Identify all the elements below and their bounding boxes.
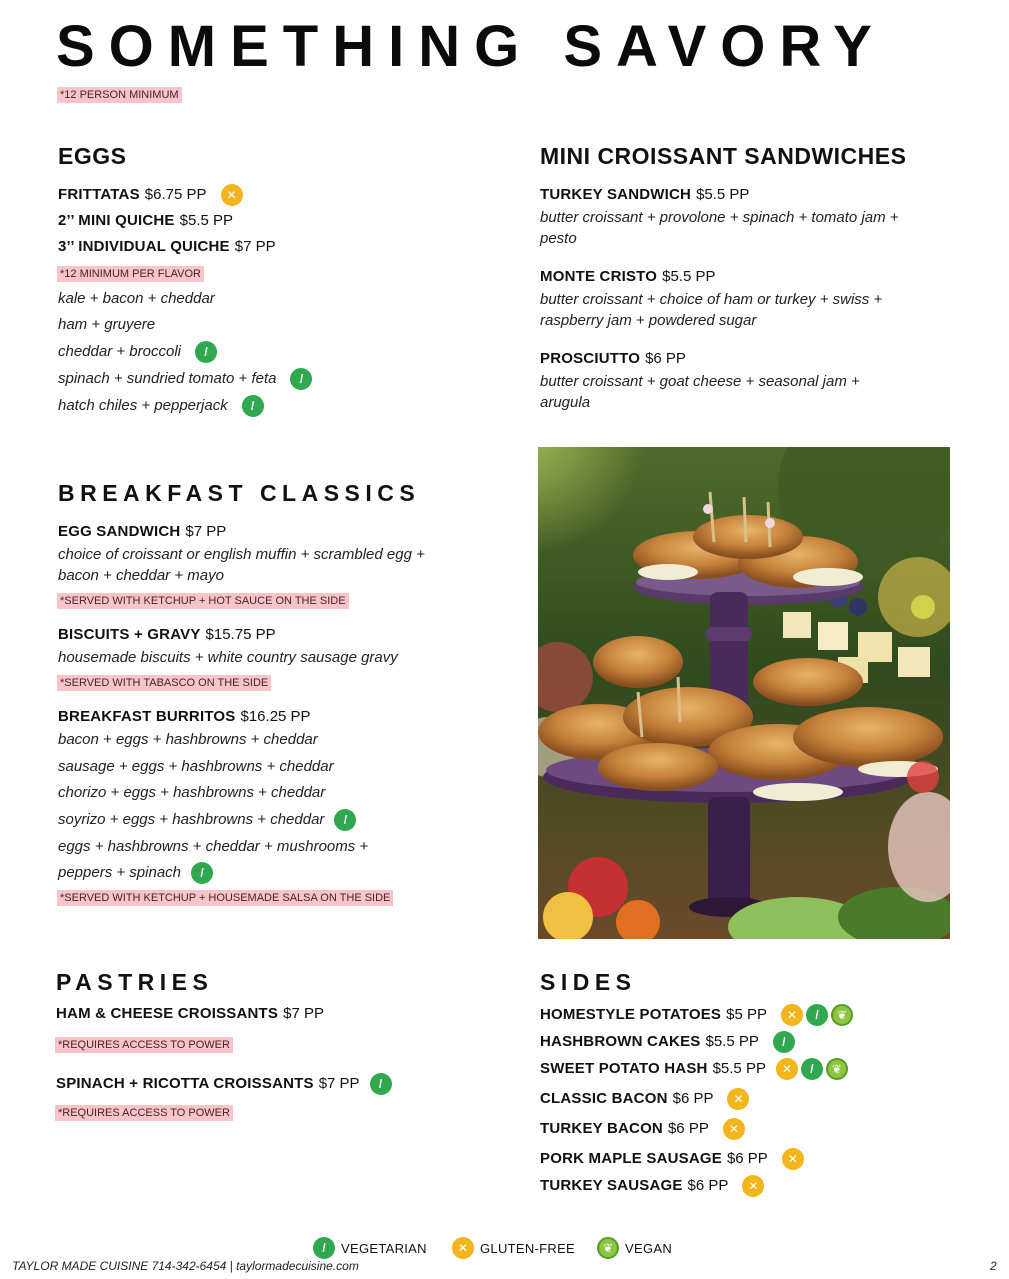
legend-vegetarian [313, 1237, 427, 1259]
carrot-icon: / [806, 1004, 828, 1026]
item-name: BISCUITS + GRAVY [58, 626, 201, 643]
item-price: $6 PP [645, 350, 686, 367]
item-description: choice of croissant or english muffin + scrambled egg + bacon + cheddar + mayo [58, 546, 425, 584]
wheat-crossed-icon: ✕ [742, 1175, 764, 1197]
item-name: FRITTATAS [58, 186, 140, 203]
wheat-crossed-icon: ✕ [781, 1004, 803, 1026]
item-name: SPINACH + RICOTTA CROISSANTS [56, 1075, 314, 1092]
menu-item [58, 707, 311, 727]
item-description: butter croissant + choice of ham or turkey + swiss + raspberry jam + powdered sugar [540, 291, 883, 329]
item-price: $6 PP [687, 1177, 729, 1194]
legend-vegan [597, 1237, 672, 1259]
burrito-text: eggs + hashbrowns + cheddar + mushrooms + [58, 838, 369, 855]
minimum-note: *12 PERSON MINIMUM [57, 87, 182, 103]
carrot-icon: / [290, 368, 312, 390]
menu-item [540, 1148, 804, 1170]
flavor-line [58, 341, 217, 363]
menu-item [56, 1004, 324, 1024]
burrito-text: bacon + eggs + hashbrowns + cheddar [58, 731, 318, 748]
wheat-crossed-icon: ✕ [727, 1088, 749, 1110]
burrito-text: peppers + spinach [58, 864, 182, 881]
pastries-heading: PASTRIES [56, 969, 214, 995]
wheat-crossed-icon: ✕ [452, 1237, 474, 1259]
item-name: BREAKFAST BURRITOS [58, 708, 236, 725]
sides-heading: SIDES [540, 969, 637, 995]
croissant-tower-photo [538, 447, 950, 939]
menu-item [58, 184, 243, 206]
leaf-icon: ❦ [597, 1237, 619, 1259]
leaf-icon: ❦ [826, 1058, 848, 1080]
breakfast-classics-heading: BREAKFAST CLASSICS [58, 480, 421, 506]
item-price: $5 PP [726, 1006, 767, 1023]
item-name: 2’’ MINI QUICHE [58, 212, 175, 229]
item-price: $7 PP [185, 523, 227, 540]
legend-label: GLUTEN-FREE [480, 1240, 576, 1256]
item-price: $16.25 PP [240, 708, 311, 725]
flavor-text: cheddar + broccoli [58, 343, 181, 360]
flavor-text: kale + bacon + cheddar [58, 290, 215, 307]
burrito-line [58, 862, 213, 884]
item-name: TURKEY BACON [540, 1120, 663, 1137]
flavor-text: spinach + sundried tomato + feta [58, 370, 277, 387]
burrito-text: chorizo + eggs + hashbrowns + cheddar [58, 784, 326, 801]
item-price: $5.5 PP [179, 212, 234, 229]
flavor-line [58, 395, 264, 417]
legend-label: VEGAN [625, 1240, 673, 1256]
item-price: $7 PP [283, 1005, 324, 1022]
carrot-icon: / [370, 1073, 392, 1095]
item-price: $15.75 PP [205, 626, 276, 643]
carrot-icon: / [801, 1058, 823, 1080]
burrito-line [58, 837, 368, 857]
menu-item [58, 237, 276, 257]
flavor-line [58, 315, 155, 335]
item-name: TURKEY SANDWICH [540, 186, 692, 203]
carrot-icon: / [242, 395, 264, 417]
item-name: HAM & CHEESE CROISSANTS [56, 1005, 279, 1022]
menu-item [58, 625, 276, 645]
carrot-icon: / [313, 1237, 335, 1259]
item-price: $7 PP [234, 238, 276, 255]
item-name: SWEET POTATO HASH [540, 1060, 708, 1077]
flavor-text: hatch chiles + pepperjack [58, 397, 228, 414]
power-note: *REQUIRES ACCESS TO POWER [55, 1037, 233, 1053]
item-price: $5.5 PP [705, 1033, 759, 1050]
flavor-line [58, 289, 215, 309]
item-name: PROSCIUTTO [540, 350, 641, 367]
item-price: $5.5 PP [662, 268, 716, 285]
flavor-text: ham + gruyere [58, 316, 156, 333]
flavor-note: *12 MINIMUM PER FLAVOR [57, 266, 204, 282]
menu-item [540, 1058, 848, 1080]
burrito-text: soyrizo + eggs + hashbrowns + cheddar [58, 811, 325, 828]
wheat-crossed-icon: ✕ [782, 1148, 804, 1170]
item-name: HOMESTYLE POTATOES [540, 1006, 722, 1023]
menu-item [540, 1088, 749, 1110]
item-price: $6 PP [726, 1150, 768, 1167]
burrito-line [58, 730, 318, 750]
item-price: $6.75 PP [144, 186, 207, 203]
flavor-line [58, 368, 312, 390]
item-description: housemade biscuits + white country sausage gravy [58, 649, 398, 666]
item-name: PORK MAPLE SAUSAGE [540, 1150, 722, 1167]
legend-gluten-free [452, 1237, 575, 1259]
menu-item [56, 1073, 392, 1095]
menu-item [58, 522, 226, 542]
wheat-crossed-icon: ✕ [776, 1058, 798, 1080]
item-description: butter croissant + provolone + spinach + tomato jam + pesto [540, 209, 899, 247]
burrito-text: sausage + eggs + hashbrowns + cheddar [58, 758, 334, 775]
item-price: $5.5 PP [696, 186, 750, 203]
menu-item [540, 185, 749, 205]
item-name: MONTE CRISTO [540, 268, 658, 285]
carrot-icon: / [334, 809, 356, 831]
menu-item [540, 349, 686, 369]
menu-item [540, 1118, 745, 1140]
item-price: $7 PP [318, 1075, 360, 1092]
menu-item [540, 1175, 764, 1197]
legend-label: VEGETARIAN [341, 1240, 427, 1256]
menu-item [58, 211, 233, 231]
eggs-heading: EGGS [58, 143, 127, 169]
power-note: *REQUIRES ACCESS TO POWER [55, 1105, 233, 1121]
item-price: $5.5 PP [712, 1060, 766, 1077]
serving-note: *SERVED WITH KETCHUP + HOT SAUCE ON THE SIDE [57, 593, 349, 609]
wheat-crossed-icon: ✕ [221, 184, 243, 206]
item-name: CLASSIC BACON [540, 1090, 668, 1107]
wheat-crossed-icon: ✕ [723, 1118, 745, 1140]
item-name: HASHBROWN CAKES [540, 1033, 701, 1050]
menu-item [540, 1004, 853, 1026]
footer-contact: TAYLOR MADE CUISINE 714-342-6454 | taylormadecuisine.com [12, 1259, 359, 1273]
carrot-icon: / [195, 341, 217, 363]
leaf-icon: ❦ [831, 1004, 853, 1026]
menu-item [540, 1031, 795, 1053]
item-name: EGG SANDWICH [58, 523, 181, 540]
item-name: TURKEY SAUSAGE [540, 1177, 683, 1194]
item-name: 3’’ INDIVIDUAL QUICHE [58, 238, 230, 255]
carrot-icon: / [773, 1031, 795, 1053]
burrito-line [58, 809, 356, 831]
serving-note: *SERVED WITH KETCHUP + HOUSEMADE SALSA ON THE SIDE [57, 890, 393, 906]
carrot-icon: / [191, 862, 213, 884]
item-description: butter croissant + goat cheese + seasonal jam + arugula [540, 373, 860, 411]
mini-croissant-heading: MINI CROISSANT SANDWICHES [540, 143, 907, 169]
item-price: $6 PP [672, 1090, 714, 1107]
burrito-line [58, 757, 334, 777]
burrito-line [58, 783, 325, 803]
page-number: 2 [990, 1259, 997, 1273]
menu-item [540, 267, 716, 287]
serving-note: *SERVED WITH TABASCO ON THE SIDE [57, 675, 271, 691]
item-price: $6 PP [667, 1120, 709, 1137]
page-title: SOMETHING SAVORY [56, 14, 886, 79]
